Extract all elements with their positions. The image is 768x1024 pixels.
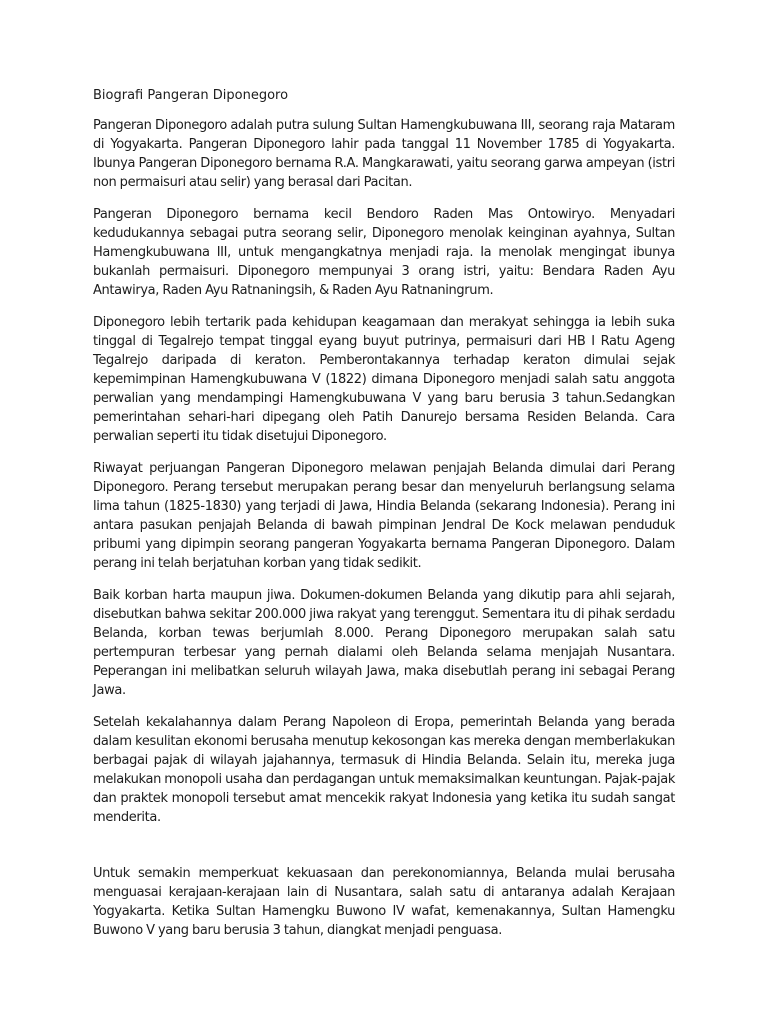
paragraph-6: Setelah kekalahannya dalam Perang Napoleon di Eropa, pemerintah Belanda yang berada dalam kesulitan ekonomi berusaha menutup kekosongan kas mereka dengan memberlakukan berbagai pajak di wilayah jajahannya, termasuk di Hindia Belanda. Selain itu, mereka juga melakukan monopoli usaha dan perdagangan untuk memaksimalkan keuntungan. Pajak-pajak dan praktek monopoli tersebut amat mencekik rakyat Indonesia yang ketika itu sudah sangat menderita. bbox=[93, 715, 675, 825]
paragraph-1: Pangeran Diponegoro adalah putra sulung Sultan Hamengkubuwana III, seorang raja Mataram di Yogyakarta. Pangeran Diponegoro lahir pada tanggal 11 November 1785 di Yogyakarta. Ibunya Pangeran Diponegoro bernama R.A. Mangkarawati, yaitu seorang garwa ampeyan (istri non permaisuri atau selir) yang berasal dari Pacitan. bbox=[93, 118, 675, 190]
paragraph-4: Riwayat perjuangan Pangeran Diponegoro melawan penjajah Belanda dimulai dari Perang Diponegoro. Perang tersebut merupakan perang besar dan menyeluruh berlangsung selama lima tahun (1825-1830) yang terjadi di Jawa, Hindia Belanda (sekarang Indonesia). Perang ini antara pasukan penjajah Belanda di bawah pimpinan Jendral De Kock melawan penduduk pribumi yang dipimpin seorang pangeran Yogyakarta bernama Pangeran Diponegoro. Dalam perang ini telah berjatuhan korban yang tidak sedikit. bbox=[93, 461, 675, 571]
paragraph-3: Diponegoro lebih tertarik pada kehidupan keagamaan dan merakyat sehingga ia lebih suka tinggal di Tegalrejo tempat tinggal eyang buyut putrinya, permaisuri dari HB I Ratu Ageng Tegalrejo daripada di keraton. Pemberontakannya terhadap keraton dimulai sejak kepemimpinan Hamengkubuwana V (1822) dimana Diponegoro menjadi salah satu anggota perwalian yang mendampingi Hamengkubuwana V yang baru berusia 3 tahun.Sedangkan pemerintahan sehari-hari dipegang oleh Patih Danurejo bersama Residen Belanda. Cara perwalian seperti itu tidak disetujui Diponegoro. bbox=[93, 315, 675, 444]
paragraph-5: Baik korban harta maupun jiwa. Dokumen-dokumen Belanda yang dikutip para ahli sejarah, disebutkan bahwa sekitar 200.000 jiwa rakyat yang terenggut. Sementara itu di pihak serdadu Belanda, korban tewas berjumlah 8.000. Perang Diponegoro merupakan salah satu pertempuran terbesar yang pernah dialami oleh Belanda selama menjajah Nusantara. Peperangan ini melibatkan seluruh wilayah Jawa, maka disebutlah perang ini sebagai Perang Jawa. bbox=[93, 588, 675, 698]
paragraph-7: Untuk semakin memperkuat kekuasaan dan perekonomiannya, Belanda mulai berusaha menguasai kerajaan-kerajaan lain di Nusantara, salah satu di antaranya adalah Kerajaan Yogyakarta. Ketika Sultan Hamengku Buwono IV wafat, kemenakannya, Sultan Hamengku Buwono V yang baru berusia 3 tahun, diangkat menjadi penguasa. bbox=[93, 866, 675, 938]
document-title: Biografi Pangeran Diponegoro bbox=[93, 88, 289, 103]
document-body bbox=[93, 86, 675, 953]
paragraph-2: Pangeran Diponegoro bernama kecil Bendoro Raden Mas Ontowiryo. Menyadari kedudukannya sebagai putra seorang selir, Diponegoro menolak keinginan ayahnya, Sultan Hamengkubuwana III, untuk mengangkatnya menjadi raja. Ia menolak mengingat ibunya bukanlah permaisuri. Diponegoro mempunyai 3 orang istri, yaitu: Bendara Raden Ayu Antawirya, Raden Ayu Ratnaningsih, & Raden Ayu Ratnaningrum. bbox=[93, 207, 675, 298]
